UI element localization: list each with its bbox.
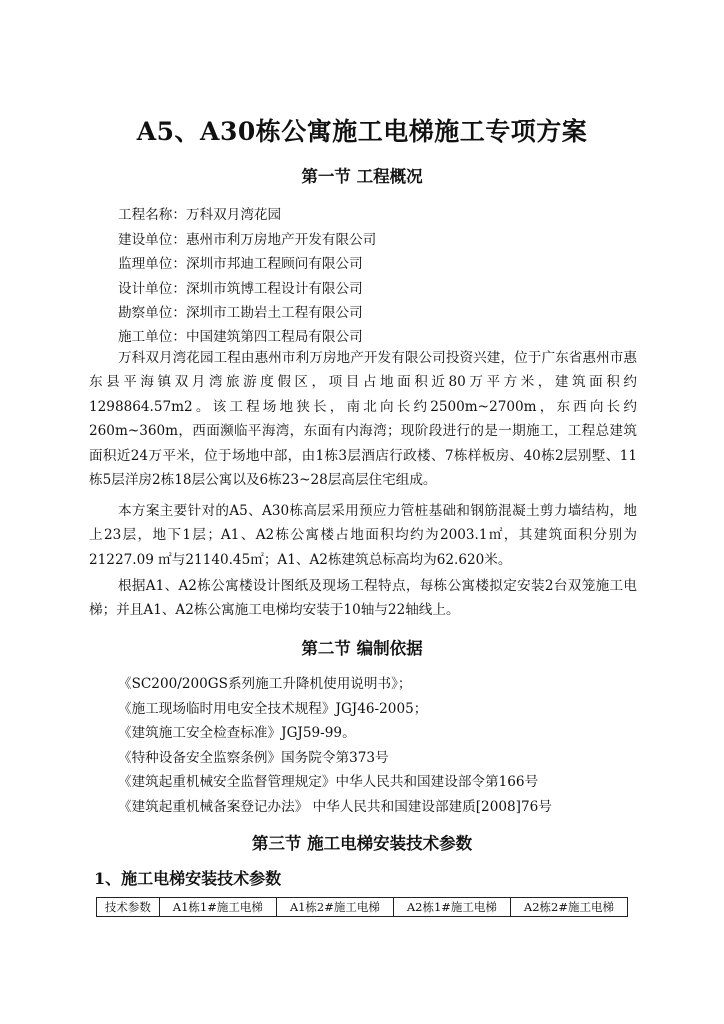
section3-heading: 第三节 施工电梯安装技术参数: [251, 834, 473, 853]
parameters-subheading: 1、施工电梯安装技术参数: [94, 869, 282, 888]
reference-item: 《SC200/200GS系列施工升降机使用说明书》；: [118, 676, 412, 692]
structure-paragraph: 本方案主要针对的A5、A30栋高层采用预应力管桩基础和钢筋混凝土剪力墙结构，地上23层，地下1层；A1、A2栋公寓楼占地面积均约为2003.1㎡，其建筑面积分别为21227.09 ㎡与21140.45㎡；A1、A2栋建筑总标高均为62.620米。: [89, 503, 637, 568]
supervisor: 监理单位：深圳市邦迪工程顾问有限公司: [118, 256, 363, 272]
table-header-cell: A1栋1#施工电梯: [159, 898, 276, 917]
developer: 建设单位：惠州市利万房地产开发有限公司: [118, 232, 377, 248]
table-header-cell: 技术参数: [97, 898, 160, 917]
table-header-cell: A2栋2#施工电梯: [510, 898, 627, 917]
section2-heading: 第二节 编制依据: [301, 639, 423, 658]
project-name: 工程名称：万科双月湾花园: [118, 207, 282, 223]
table-header-row: [97, 898, 628, 917]
reference-item: 《特种设备安全监察条例》国务院令第373号: [118, 750, 389, 766]
reference-item: 《建筑施工安全检查标准》JGJ59-99。: [118, 725, 356, 741]
table-header-cell: A2栋1#施工电梯: [393, 898, 510, 917]
parameters-table: [96, 897, 628, 917]
elevator-paragraph: 根据A1、A2栋公寓楼设计图纸及现场工程特点，每栋公寓楼拟定安装2台双笼施工电梯；并且A1、A2栋公寓施工电梯均安装于10轴与22轴线上。: [89, 578, 637, 619]
reference-item: 《建筑起重机械备案登记办法》 中华人民共和国建设部建质[2008]76号: [118, 799, 552, 815]
contractor: 施工单位：中国建筑第四工程局有限公司: [118, 329, 363, 345]
section1-heading: 第一节 工程概况: [301, 167, 423, 186]
table-header-cell: A1栋2#施工电梯: [276, 898, 393, 917]
surveyor: 勘察单位：深圳市工勘岩土工程有限公司: [118, 305, 363, 321]
reference-item: 《施工现场临时用电安全技术规程》JGJ46-2005；: [118, 701, 428, 717]
designer: 设计单位：深圳市筑博工程设计有限公司: [118, 281, 363, 297]
document-title: A5、A30栋公寓施工电梯施工专项方案: [136, 117, 588, 146]
overview-paragraph: 万科双月湾花园工程由惠州市利万房地产开发有限公司投资兴建，位于广东省惠州市惠东县平海镇双月湾旅游度假区，项目占地面积近80万平方米，建筑面积约1298864.57m2。该工程场地狭长，南北向长约2500m~2700m，东西向长约260m~360m，西面濒临平海湾，东面有内海湾；现阶段进行的是一期施工，工程总建筑面积近24万平米，位于场地中部，由1栋3层酒店行政楼、7栋样板房、40栋2层别墅、11栋5层洋房2栋18层公寓以及6栋23~28层高层住宅组成。: [89, 350, 637, 489]
reference-item: 《建筑起重机械安全监督管理规定》中华人民共和国建设部令第166号: [118, 774, 539, 790]
